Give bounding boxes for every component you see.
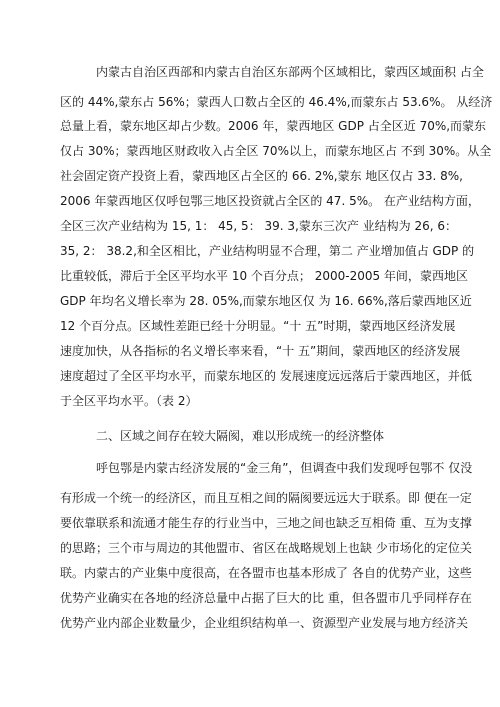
paragraph-1-line: 速度超过了全区平均水平，而蒙东地区的 发展速度远远落后于蒙西地区，并低: [60, 369, 472, 383]
paragraph-1-line: 总量上看，蒙东地区却占少数。2006 年，蒙西地区 GDP 占全区近 70%,而蒙东: [60, 119, 487, 133]
paragraph-2-line: 有形成一个统一的经济区，而且互相之间的隔阂要远远大于联系。即 便在一定: [60, 491, 472, 505]
paragraph-2-line: 联。内蒙古的产业集中度很高，在各盟市也基本形成了 各自的优势产业，这些: [60, 566, 472, 580]
paragraph-1-line: 社会固定资产投资上看，蒙西地区占全区的 66. 2%,蒙东 地区仅占 33. 8%,: [60, 169, 463, 183]
paragraph-1-line: 速度加快，从各指标的名义增长率来看，“十 五”期间，蒙西地区的经济发展: [60, 344, 461, 358]
paragraph-2-line: 优势产业确实在各地的经济总量中占据了巨大的比 重，但各盟市几乎同样存在: [60, 591, 472, 605]
paragraph-2-line: 的思路；三个市与周边的其他盟市、省区在战略规划上也缺 少市场化的定位关: [60, 541, 472, 555]
paragraph-1-line: GDP 年均名义增长率为 28. 05%,而蒙东地区仅 为 16. 66%,落后蒙西地区近: [60, 294, 472, 308]
paragraph-1-line: 全区三次产业结构为 15, 1： 45, 5： 39. 3,蒙东三次产 业结构为 26, 6：: [60, 219, 458, 233]
section-heading: 二、区域之间存在较大隔阂，难以形成统一的经济整体: [96, 429, 385, 443]
paragraph-1-line: 2006 年蒙西地区仅呼包鄂三地区投资就占全区的 47. 5%。 在产业结构方面，: [60, 194, 480, 208]
paragraph-2-line: 要依靠联系和流通才能生存的行业当中，三地之间也缺乏互相倚 重、互为支撑: [60, 516, 472, 530]
paragraph-2-line: 呼包鄂是内蒙古经济发展的“金三角”，但调查中我们发现呼包鄂不 仅没: [96, 461, 473, 475]
paragraph-1-line: 35, 2： 38.2,和全区相比，产业结构明显不合理，第二 产业增加值占 GDP 的: [60, 244, 475, 258]
paragraph-1-line: 于全区平均水平。（表 2）: [60, 394, 198, 408]
paragraph-1-line: 比重较低，滞后于全区平均水平 10 个百分点； 2000-2005 年间，蒙西地区: [60, 269, 468, 283]
paragraph-1-line: 内蒙古自治区西部和内蒙古自治区东部两个区域相比，蒙西区域面积 占全: [96, 65, 484, 79]
paragraph-1-line: 12 个百分点。区域性差距已经十分明显。“十 五”时期，蒙西地区经济发展: [60, 319, 456, 333]
paragraph-1-line: 区的 44%,蒙东占 56%；蒙西人口数占全区的 46.4%,而蒙东占 53.6%。 从经济: [60, 95, 493, 109]
paragraph-1-line: 仅占 30%；蒙西地区财政收入占全区 70%以上，而蒙东地区占 不到 30%。从全: [60, 144, 492, 158]
paragraph-2-line: 优势产业内部企业数量少，企业组织结构单一、资源型产业发展与地方经济关: [60, 616, 469, 630]
